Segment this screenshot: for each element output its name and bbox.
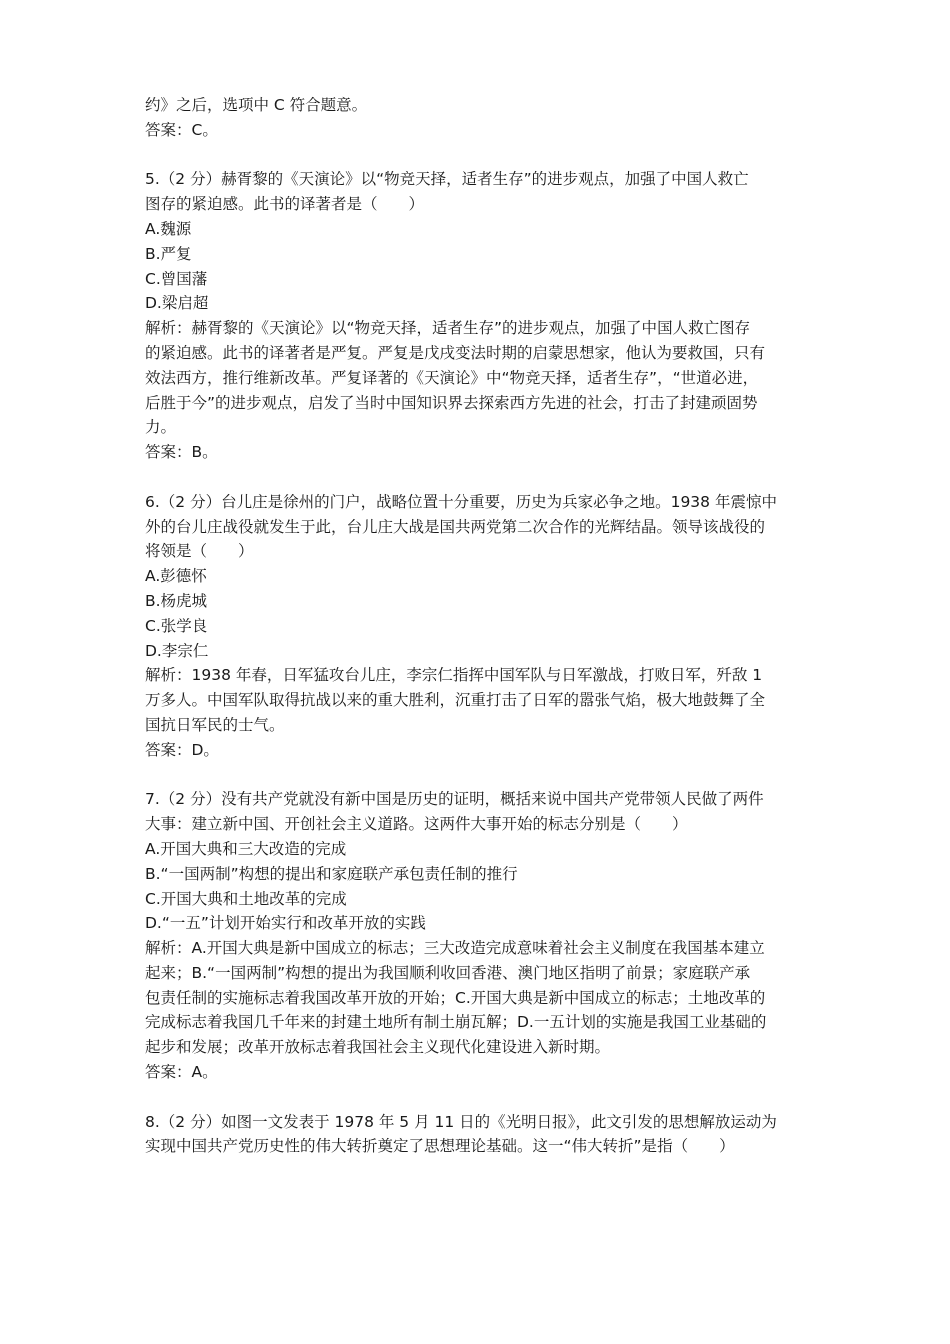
analysis-line: 起步和发展；改革开放标志着我国社会主义现代化建设进入新时期。 (145, 1038, 611, 1057)
answer-line: 答案：B。 (145, 443, 218, 462)
question-stem-line: 大事：建立新中国、开创社会主义道路。这两件大事开始的标志分别是（ ） (145, 815, 688, 834)
question-8 (145, 1110, 815, 1160)
analysis-line: 后胜于今”的进步观点，启发了当时中国知识界去探索西方先进的社会，打击了封建顽固势 (145, 393, 758, 412)
option-d: D.梁启超 (145, 294, 209, 313)
analysis-line: 国抗日军民的士气。 (145, 715, 285, 734)
option-c: C.张学良 (145, 616, 208, 635)
question-stem-line: 6.（2 分）台儿庄是徐州的门户，战略位置十分重要，历史为兵家必争之地。1938 年震惊中 (145, 492, 777, 511)
question-6 (145, 490, 815, 763)
document-page (145, 93, 815, 1184)
answer-line: 答案：A。 (145, 1063, 218, 1082)
question-7 (145, 787, 815, 1085)
answer-line: 答案：C。 (145, 120, 218, 139)
analysis-line: 万多人。中国军队取得抗战以来的重大胜利，沉重打击了日军的嚣张气焰，极大地鼓舞了全 (145, 691, 766, 710)
analysis-line: 解析：A.开国大典是新中国成立的标志；三大改造完成意味着社会主义制度在我国基本建立 (145, 939, 765, 958)
option-b: B.“一国两制”构想的提出和家庭联产承包责任制的推行 (145, 864, 518, 883)
analysis-line: 包责任制的实施标志着我国改革开放的开始；C.开国大典是新中国成立的标志；土地改革的 (145, 988, 766, 1007)
question-5 (145, 167, 815, 465)
question-stem-line: 实现中国共产党历史性的伟大转折奠定了思想理论基础。这一“伟大转折”是指（ ） (145, 1137, 735, 1156)
option-d: D.李宗仁 (145, 641, 209, 660)
answer-line: 答案：D。 (145, 740, 219, 759)
analysis-continuation: 约》之后，选项中 C 符合题意。 (145, 96, 368, 114)
option-a: A.开国大典和三大改造的完成 (145, 839, 347, 858)
option-a: A.魏源 (145, 219, 192, 238)
analysis-line: 的紧迫感。此书的译著者是严复。严复是戊戌变法时期的启蒙思想家，他认为要救国，只有 (145, 343, 766, 362)
option-d: D.“一五”计划开始实行和改革开放的实践 (145, 914, 426, 933)
analysis-line: 起来；B.“一国两制”构想的提出为我国顺利收回香港、澳门地区指明了前景；家庭联产承 (145, 963, 751, 982)
analysis-line: 力。 (145, 418, 177, 437)
question-stem-line: 7.（2 分）没有共产党就没有新中国是历史的证明，概括来说中国共产党带领人民做了两件 (145, 790, 764, 809)
analysis-line: 完成标志着我国几千年来的封建土地所有制土崩瓦解；D.一五计划的实施是我国工业基础的 (145, 1013, 767, 1032)
option-c: C.曾国藩 (145, 269, 208, 288)
option-b: B.严复 (145, 244, 192, 263)
option-a: A.彭德怀 (145, 567, 207, 586)
analysis-line: 解析：赫胥黎的《天演论》以“物竞天择，适者生存”的进步观点，加强了中国人救亡图存 (145, 319, 751, 338)
analysis-line: 解析：1938 年春，日军猛攻台儿庄，李宗仁指挥中国军队与日军激战，打败日军，歼敌 1 (145, 666, 763, 685)
analysis-line: 效法西方，推行维新改革。严复译著的《天演论》中“物竞天择，适者生存”，“世道必进， (145, 368, 759, 387)
question-stem-line: 将领是（ ） (145, 542, 254, 561)
question-stem-line: 5.（2 分）赫胥黎的《天演论》以“物竞天择，适者生存”的进步观点，加强了中国人救亡 (145, 170, 749, 189)
option-b: B.杨虎城 (145, 591, 208, 610)
question-stem-line: 8.（2 分）如图一文发表于 1978 年 5 月 11 日的《光明日报》，此文引发的思想解放运动为 (145, 1112, 777, 1131)
question-stem-line: 外的台儿庄战役就发生于此，台儿庄大战是国共两党第二次合作的光辉结晶。领导该战役的 (145, 517, 766, 536)
question-stem-line: 图存的紧迫感。此书的译著者是（ ） (145, 195, 425, 214)
previous-question-tail (145, 93, 815, 143)
option-c: C.开国大典和土地改革的完成 (145, 889, 347, 908)
